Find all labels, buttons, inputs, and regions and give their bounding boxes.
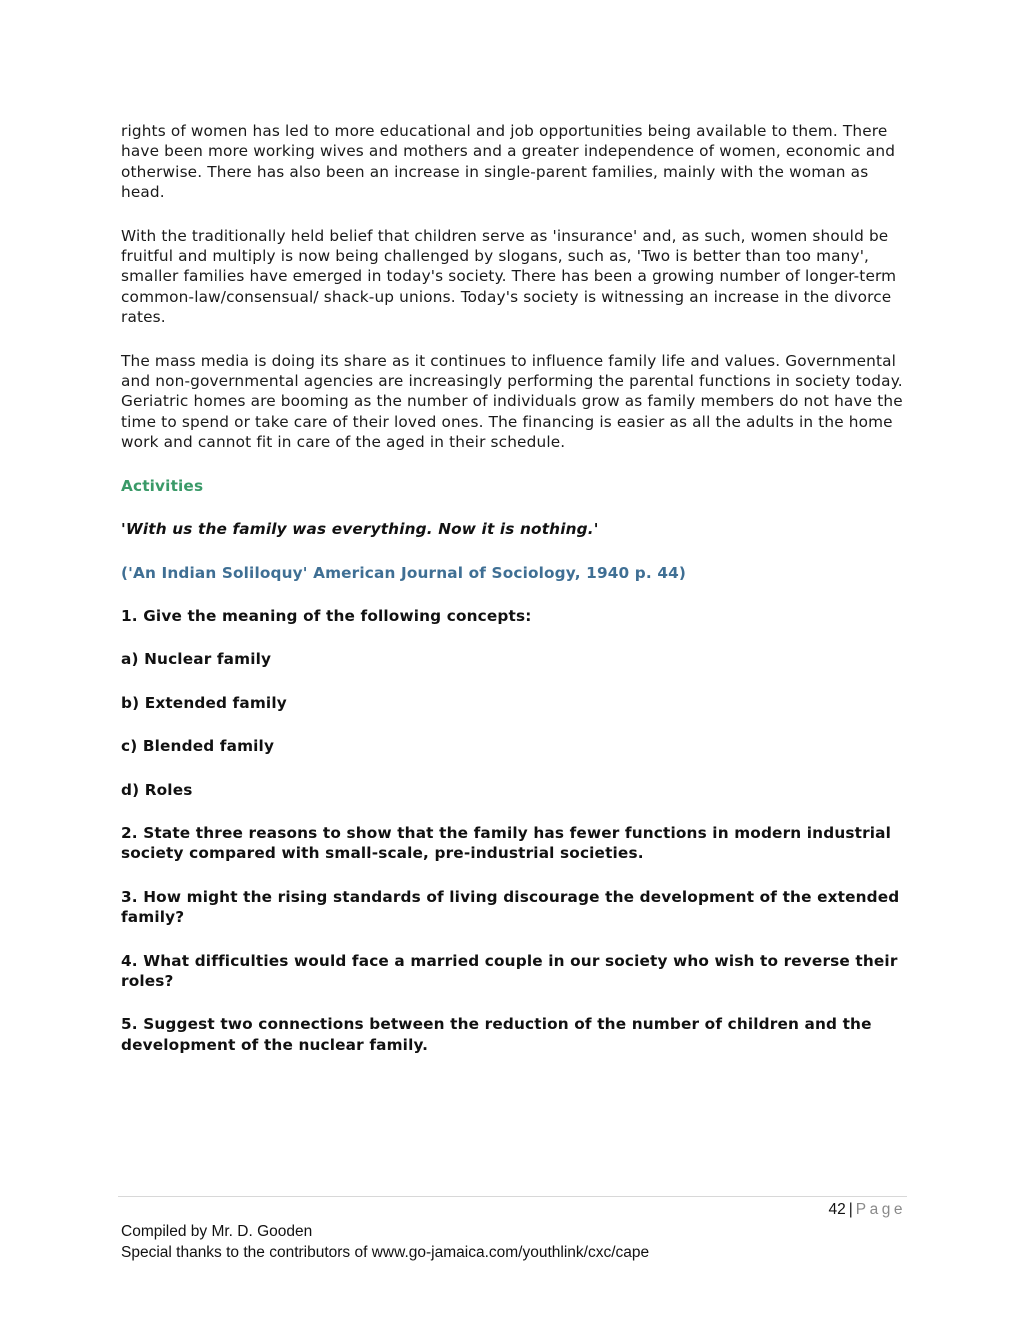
quote-source: ('An Indian Soliloquy' American Journal of Sociology, 1940 p. 44) — [121, 563, 687, 582]
page-label: Page — [855, 1201, 906, 1218]
question-2: 2. State three reasons to show that the family has fewer functions in modern industrial society compared with small-scale, pre-industrial societies. — [121, 823, 892, 863]
page-number-line — [829, 1200, 906, 1220]
page-number: 42 — [828, 1201, 846, 1218]
question-1-item-a: a) Nuclear family — [121, 650, 272, 669]
question-4: 4. What difficulties would face a married couple in our society who wish to reverse their roles? — [121, 951, 898, 990]
footer-divider — [118, 1196, 907, 1197]
special-thanks: Special thanks to the contributors of www.go-jamaica.com/youthlink/cxc/cape — [121, 1244, 650, 1261]
question-1: 1. Give the meaning of the following concepts: — [121, 606, 532, 625]
question-3: 3. How might the rising standards of living discourage the development of the extended family? — [121, 887, 900, 927]
activities-quote: 'With us the family was everything. Now it is nothing.' — [121, 520, 599, 539]
question-5: 5. Suggest two connections between the reduction of the number of children and the development of the nuclear family. — [121, 1015, 872, 1054]
body-paragraph: rights of women has led to more educational and job opportunities being available to them. There have been more working wives and mothers and a greater independence of women, economic and otherwise. There has also been an increase in single-parent families, mainly with the woman as head. — [121, 122, 896, 202]
question-1-item-b: b) Extended family — [121, 693, 287, 712]
question-1-item-c: c) Blended family — [121, 737, 275, 756]
page-separator: | — [848, 1201, 853, 1218]
activities-heading: Activities — [121, 476, 204, 495]
compiled-by: Compiled by Mr. D. Gooden — [121, 1223, 313, 1240]
body-paragraph: With the traditionally held belief that children serve as 'insurance' and, as such, women should be fruitful and multiply is now being challenged by slogans, such as, 'Two is better than too many', smaller families have emerged in today's society. There has been a growing number of longer-term common-law/consensual/ shack-up unions. Today's society is witnessing an increase in the divorce rates. — [121, 226, 897, 327]
page-content — [121, 121, 906, 1078]
body-paragraph: The mass media is doing its share as it continues to influence family life and values. Governmental and non-governmental agencies are increasingly performing the parental functions in society today. Geriatric homes are booming as the number of individuals grow as family members do not have the time to spend or take care of their loved ones. The financing is easier as all the adults in the home work and cannot fit in care of the aged in their schedule. — [121, 351, 903, 452]
footer-credits — [121, 1221, 649, 1263]
question-1-item-d: d) Roles — [121, 780, 193, 799]
